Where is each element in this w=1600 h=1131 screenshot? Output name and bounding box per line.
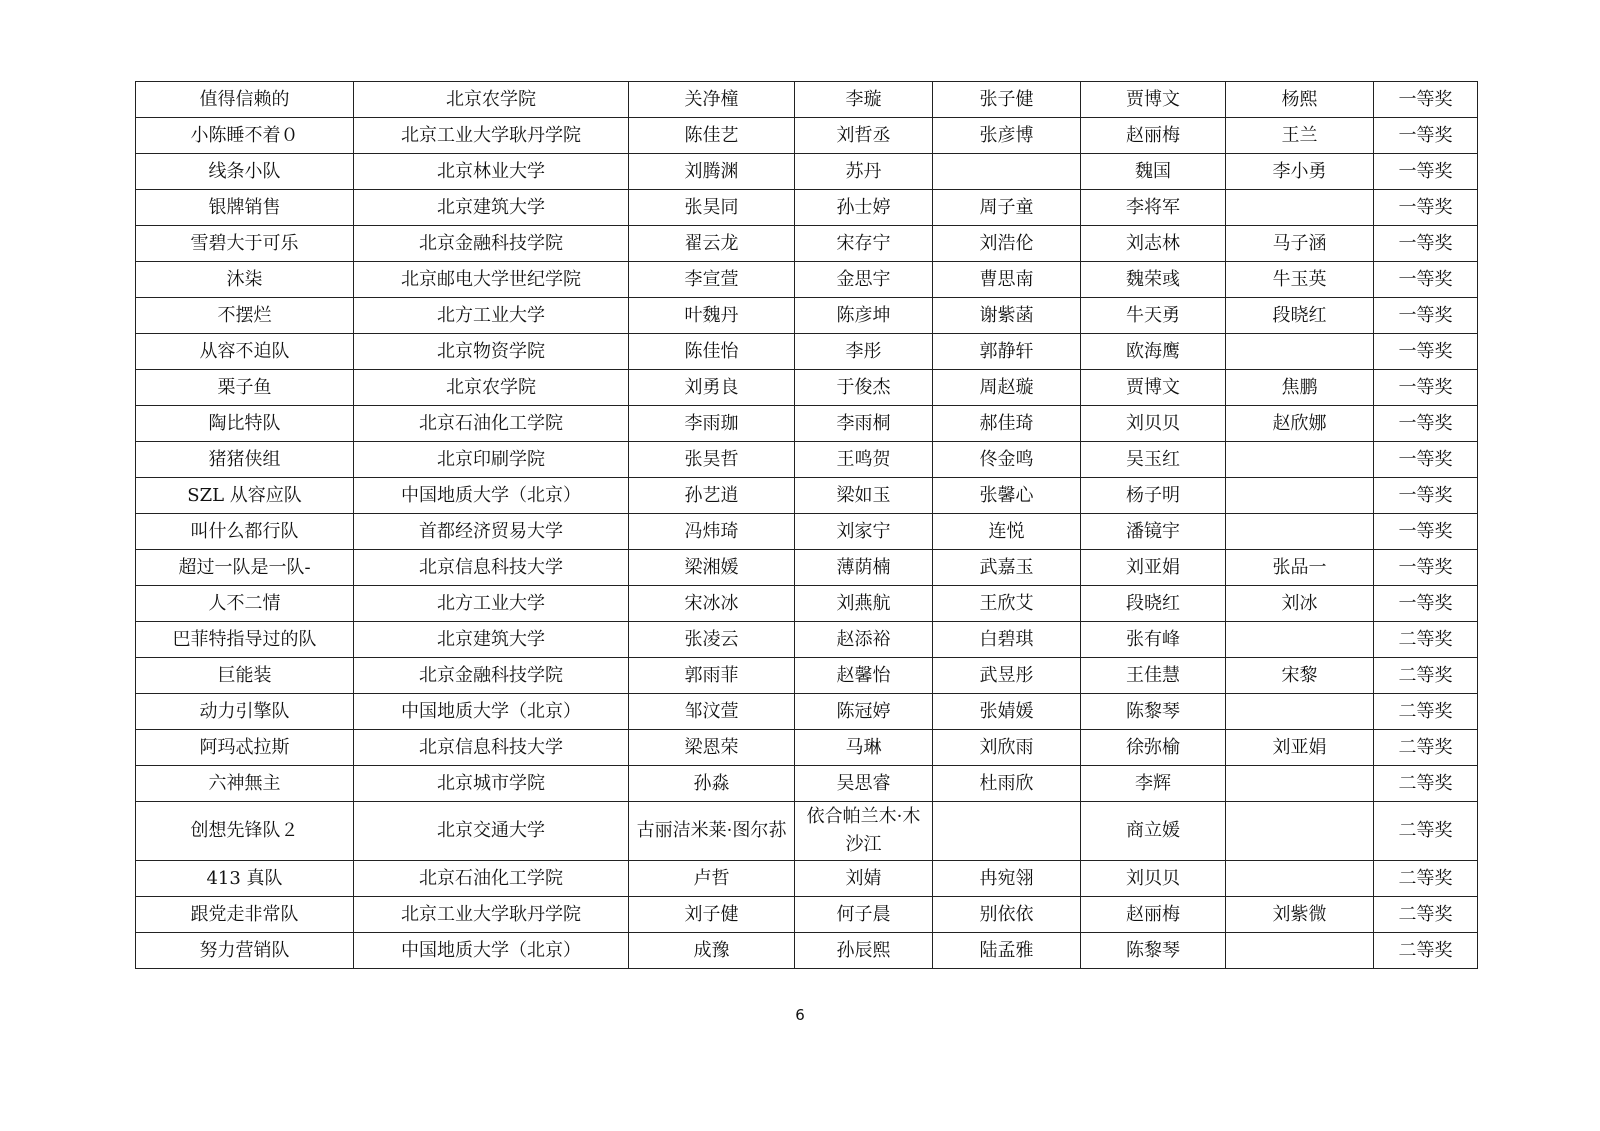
member-1-cell: 郭雨菲 — [629, 658, 795, 694]
team-name-cell: 叫什么都行队 — [136, 514, 354, 550]
table-row — [136, 730, 1478, 766]
award-cell: 一等奖 — [1374, 334, 1478, 370]
team-name-cell: 陶比特队 — [136, 406, 354, 442]
advisor-2-cell: 杨熙 — [1226, 82, 1374, 118]
award-cell: 一等奖 — [1374, 550, 1478, 586]
table-row — [136, 334, 1478, 370]
award-cell: 二等奖 — [1374, 766, 1478, 802]
award-cell: 二等奖 — [1374, 933, 1478, 969]
advisor-1-cell: 潘镜宇 — [1081, 514, 1226, 550]
school-cell: 北京信息科技大学 — [354, 730, 629, 766]
member-2-cell: 李璇 — [795, 82, 933, 118]
team-name-cell: 超过一队是一队- — [136, 550, 354, 586]
member-3-cell: 杜雨欣 — [933, 766, 1081, 802]
page-number: 6 — [795, 1006, 805, 1024]
team-name-cell: 人不二情 — [136, 586, 354, 622]
award-cell: 一等奖 — [1374, 442, 1478, 478]
table-row — [136, 442, 1478, 478]
award-cell: 一等奖 — [1374, 586, 1478, 622]
member-1-cell: 卢哲 — [629, 861, 795, 897]
school-cell: 北方工业大学 — [354, 586, 629, 622]
member-2-cell: 宋存宁 — [795, 226, 933, 262]
team-name-cell: SZL 从容应队 — [136, 478, 354, 514]
member-2-cell: 赵添裕 — [795, 622, 933, 658]
advisor-2-cell — [1226, 861, 1374, 897]
school-cell: 北京信息科技大学 — [354, 550, 629, 586]
table-row — [136, 514, 1478, 550]
advisor-2-cell: 刘冰 — [1226, 586, 1374, 622]
table-row — [136, 766, 1478, 802]
member-2-cell: 苏丹 — [795, 154, 933, 190]
member-1-cell: 孙淼 — [629, 766, 795, 802]
awards-table — [135, 81, 1478, 969]
member-2-cell: 薄荫楠 — [795, 550, 933, 586]
table-row — [136, 933, 1478, 969]
table-row — [136, 154, 1478, 190]
table-row — [136, 861, 1478, 897]
award-cell: 二等奖 — [1374, 622, 1478, 658]
school-cell: 北京工业大学耿丹学院 — [354, 118, 629, 154]
school-cell: 首都经济贸易大学 — [354, 514, 629, 550]
member-3-cell — [933, 154, 1081, 190]
team-name-cell: 努力营销队 — [136, 933, 354, 969]
member-1-cell: 叶魏丹 — [629, 298, 795, 334]
team-name-cell: 跟党走非常队 — [136, 897, 354, 933]
member-3-cell: 郭静轩 — [933, 334, 1081, 370]
member-1-cell: 邹汶萱 — [629, 694, 795, 730]
advisor-1-cell: 魏荣彧 — [1081, 262, 1226, 298]
member-3-cell: 张子健 — [933, 82, 1081, 118]
member-3-cell: 别依依 — [933, 897, 1081, 933]
member-3-cell: 张婧媛 — [933, 694, 1081, 730]
award-cell: 一等奖 — [1374, 226, 1478, 262]
school-cell: 北京物资学院 — [354, 334, 629, 370]
advisor-2-cell — [1226, 334, 1374, 370]
advisor-2-cell: 牛玉英 — [1226, 262, 1374, 298]
member-3-cell: 刘欣雨 — [933, 730, 1081, 766]
advisor-1-cell: 刘亚娟 — [1081, 550, 1226, 586]
advisor-1-cell: 王佳慧 — [1081, 658, 1226, 694]
member-3-cell: 谢紫菡 — [933, 298, 1081, 334]
team-name-cell: 巴菲特指导过的队 — [136, 622, 354, 658]
member-1-cell: 陈佳怡 — [629, 334, 795, 370]
advisor-2-cell — [1226, 478, 1374, 514]
table-row — [136, 226, 1478, 262]
member-1-cell: 古丽洁米莱·图尔荪 — [629, 802, 795, 861]
school-cell: 中国地质大学（北京） — [354, 933, 629, 969]
member-1-cell: 张昊同 — [629, 190, 795, 226]
table-row — [136, 82, 1478, 118]
table-row — [136, 550, 1478, 586]
advisor-1-cell: 赵丽梅 — [1081, 897, 1226, 933]
school-cell: 北京农学院 — [354, 82, 629, 118]
advisor-2-cell — [1226, 442, 1374, 478]
member-1-cell: 张凌云 — [629, 622, 795, 658]
member-1-cell: 梁恩荣 — [629, 730, 795, 766]
team-name-cell: 巨能装 — [136, 658, 354, 694]
advisor-1-cell: 商立媛 — [1081, 802, 1226, 861]
advisor-1-cell: 赵丽梅 — [1081, 118, 1226, 154]
member-1-cell: 刘子健 — [629, 897, 795, 933]
advisor-2-cell — [1226, 933, 1374, 969]
advisor-1-cell: 张有峰 — [1081, 622, 1226, 658]
member-1-cell: 翟云龙 — [629, 226, 795, 262]
member-2-cell: 依合帕兰木·木沙江 — [795, 802, 933, 861]
member-2-cell: 刘家宁 — [795, 514, 933, 550]
member-2-cell: 王鸣贺 — [795, 442, 933, 478]
advisor-1-cell: 刘贝贝 — [1081, 861, 1226, 897]
advisor-2-cell — [1226, 766, 1374, 802]
team-name-cell: 阿玛忒拉斯 — [136, 730, 354, 766]
advisor-2-cell: 段晓红 — [1226, 298, 1374, 334]
school-cell: 北京建筑大学 — [354, 622, 629, 658]
member-3-cell: 陆孟雅 — [933, 933, 1081, 969]
school-cell: 北京金融科技学院 — [354, 658, 629, 694]
member-2-cell: 吴思睿 — [795, 766, 933, 802]
award-cell: 一等奖 — [1374, 406, 1478, 442]
table-row — [136, 586, 1478, 622]
award-cell: 一等奖 — [1374, 262, 1478, 298]
member-3-cell: 连悦 — [933, 514, 1081, 550]
member-2-cell: 李彤 — [795, 334, 933, 370]
member-3-cell: 白碧琪 — [933, 622, 1081, 658]
member-2-cell: 刘婧 — [795, 861, 933, 897]
award-cell: 一等奖 — [1374, 370, 1478, 406]
table-row — [136, 694, 1478, 730]
member-2-cell: 金思宇 — [795, 262, 933, 298]
advisor-1-cell: 陈黎琴 — [1081, 933, 1226, 969]
team-name-cell: 值得信赖的 — [136, 82, 354, 118]
award-cell: 一等奖 — [1374, 154, 1478, 190]
team-name-cell: 从容不迫队 — [136, 334, 354, 370]
award-cell: 一等奖 — [1374, 82, 1478, 118]
table-row — [136, 370, 1478, 406]
team-name-cell: 猪猪侠组 — [136, 442, 354, 478]
school-cell: 北京交通大学 — [354, 802, 629, 861]
school-cell: 北京建筑大学 — [354, 190, 629, 226]
member-3-cell: 佟金鸣 — [933, 442, 1081, 478]
school-cell: 北京金融科技学院 — [354, 226, 629, 262]
advisor-2-cell: 刘紫微 — [1226, 897, 1374, 933]
table-row — [136, 190, 1478, 226]
member-2-cell: 陈彦坤 — [795, 298, 933, 334]
member-1-cell: 冯炜琦 — [629, 514, 795, 550]
school-cell: 北方工业大学 — [354, 298, 629, 334]
team-name-cell: 创想先锋队２ — [136, 802, 354, 861]
team-name-cell: 小陈睡不着０ — [136, 118, 354, 154]
award-cell: 一等奖 — [1374, 298, 1478, 334]
advisor-1-cell: 徐弥榆 — [1081, 730, 1226, 766]
member-2-cell: 何子晨 — [795, 897, 933, 933]
member-3-cell: 周子童 — [933, 190, 1081, 226]
table-row — [136, 118, 1478, 154]
member-3-cell: 武嘉玉 — [933, 550, 1081, 586]
school-cell: 北京石油化工学院 — [354, 406, 629, 442]
school-cell: 北京城市学院 — [354, 766, 629, 802]
award-cell: 一等奖 — [1374, 190, 1478, 226]
award-cell: 二等奖 — [1374, 730, 1478, 766]
advisor-1-cell: 魏国 — [1081, 154, 1226, 190]
team-name-cell: 不摆烂 — [136, 298, 354, 334]
school-cell: 中国地质大学（北京） — [354, 694, 629, 730]
member-2-cell: 赵馨怡 — [795, 658, 933, 694]
member-3-cell: 武昱彤 — [933, 658, 1081, 694]
table-row — [136, 897, 1478, 933]
award-cell: 二等奖 — [1374, 658, 1478, 694]
member-1-cell: 梁湘媛 — [629, 550, 795, 586]
member-2-cell: 刘燕航 — [795, 586, 933, 622]
advisor-2-cell: 焦鹏 — [1226, 370, 1374, 406]
member-3-cell — [933, 802, 1081, 861]
member-3-cell: 郝佳琦 — [933, 406, 1081, 442]
member-3-cell: 周赵璇 — [933, 370, 1081, 406]
advisor-2-cell: 李小勇 — [1226, 154, 1374, 190]
table-row — [136, 298, 1478, 334]
award-cell: 二等奖 — [1374, 694, 1478, 730]
advisor-1-cell: 贾博文 — [1081, 370, 1226, 406]
advisor-2-cell: 赵欣娜 — [1226, 406, 1374, 442]
table-row — [136, 658, 1478, 694]
member-1-cell: 李雨珈 — [629, 406, 795, 442]
advisor-1-cell: 段晓红 — [1081, 586, 1226, 622]
advisor-1-cell: 吴玉红 — [1081, 442, 1226, 478]
school-cell: 中国地质大学（北京） — [354, 478, 629, 514]
table-row — [136, 406, 1478, 442]
table-row — [136, 262, 1478, 298]
member-3-cell: 刘浩伦 — [933, 226, 1081, 262]
advisor-2-cell: 张品一 — [1226, 550, 1374, 586]
award-cell: 二等奖 — [1374, 861, 1478, 897]
team-name-cell: 银牌销售 — [136, 190, 354, 226]
advisor-1-cell: 陈黎琴 — [1081, 694, 1226, 730]
award-cell: 一等奖 — [1374, 514, 1478, 550]
advisor-1-cell: 刘贝贝 — [1081, 406, 1226, 442]
award-cell: 一等奖 — [1374, 478, 1478, 514]
advisor-2-cell — [1226, 694, 1374, 730]
member-2-cell: 陈冠婷 — [795, 694, 933, 730]
member-3-cell: 冉宛翎 — [933, 861, 1081, 897]
team-name-cell: 栗子鱼 — [136, 370, 354, 406]
team-name-cell: 雪碧大于可乐 — [136, 226, 354, 262]
table-row — [136, 802, 1478, 861]
advisor-1-cell: 杨子明 — [1081, 478, 1226, 514]
table-row — [136, 622, 1478, 658]
school-cell: 北京邮电大学世纪学院 — [354, 262, 629, 298]
member-1-cell: 刘腾渊 — [629, 154, 795, 190]
school-cell: 北京石油化工学院 — [354, 861, 629, 897]
member-2-cell: 李雨桐 — [795, 406, 933, 442]
advisor-2-cell — [1226, 190, 1374, 226]
member-2-cell: 于俊杰 — [795, 370, 933, 406]
member-1-cell: 陈佳艺 — [629, 118, 795, 154]
team-name-cell: 动力引擎队 — [136, 694, 354, 730]
team-name-cell: 线条小队 — [136, 154, 354, 190]
member-3-cell: 张彦博 — [933, 118, 1081, 154]
award-cell: 一等奖 — [1374, 118, 1478, 154]
advisor-2-cell: 刘亚娟 — [1226, 730, 1374, 766]
advisor-1-cell: 刘志林 — [1081, 226, 1226, 262]
team-name-cell: 413 真队 — [136, 861, 354, 897]
member-3-cell: 曹思南 — [933, 262, 1081, 298]
school-cell: 北京印刷学院 — [354, 442, 629, 478]
member-3-cell: 张馨心 — [933, 478, 1081, 514]
member-2-cell: 孙辰熙 — [795, 933, 933, 969]
advisor-1-cell: 欧海鹰 — [1081, 334, 1226, 370]
member-2-cell: 马琳 — [795, 730, 933, 766]
member-3-cell: 王欣艾 — [933, 586, 1081, 622]
advisor-1-cell: 牛天勇 — [1081, 298, 1226, 334]
advisor-2-cell: 王兰 — [1226, 118, 1374, 154]
member-2-cell: 刘哲丞 — [795, 118, 933, 154]
table-row — [136, 478, 1478, 514]
school-cell: 北京工业大学耿丹学院 — [354, 897, 629, 933]
team-name-cell: 六神無主 — [136, 766, 354, 802]
member-1-cell: 刘勇良 — [629, 370, 795, 406]
team-name-cell: 沐柒 — [136, 262, 354, 298]
advisor-2-cell: 宋黎 — [1226, 658, 1374, 694]
member-1-cell: 孙艺逍 — [629, 478, 795, 514]
member-1-cell: 成豫 — [629, 933, 795, 969]
school-cell: 北京农学院 — [354, 370, 629, 406]
member-2-cell: 梁如玉 — [795, 478, 933, 514]
advisor-1-cell: 贾博文 — [1081, 82, 1226, 118]
advisor-2-cell — [1226, 802, 1374, 861]
advisor-2-cell: 马子涵 — [1226, 226, 1374, 262]
advisor-1-cell: 李辉 — [1081, 766, 1226, 802]
school-cell: 北京林业大学 — [354, 154, 629, 190]
advisor-2-cell — [1226, 622, 1374, 658]
member-2-cell: 孙士婷 — [795, 190, 933, 226]
award-cell: 二等奖 — [1374, 897, 1478, 933]
award-cell: 二等奖 — [1374, 802, 1478, 861]
member-1-cell: 李宣萱 — [629, 262, 795, 298]
member-1-cell: 关净橦 — [629, 82, 795, 118]
member-1-cell: 宋冰冰 — [629, 586, 795, 622]
table-body — [136, 82, 1478, 969]
advisor-2-cell — [1226, 514, 1374, 550]
member-1-cell: 张昊哲 — [629, 442, 795, 478]
advisor-1-cell: 李将军 — [1081, 190, 1226, 226]
